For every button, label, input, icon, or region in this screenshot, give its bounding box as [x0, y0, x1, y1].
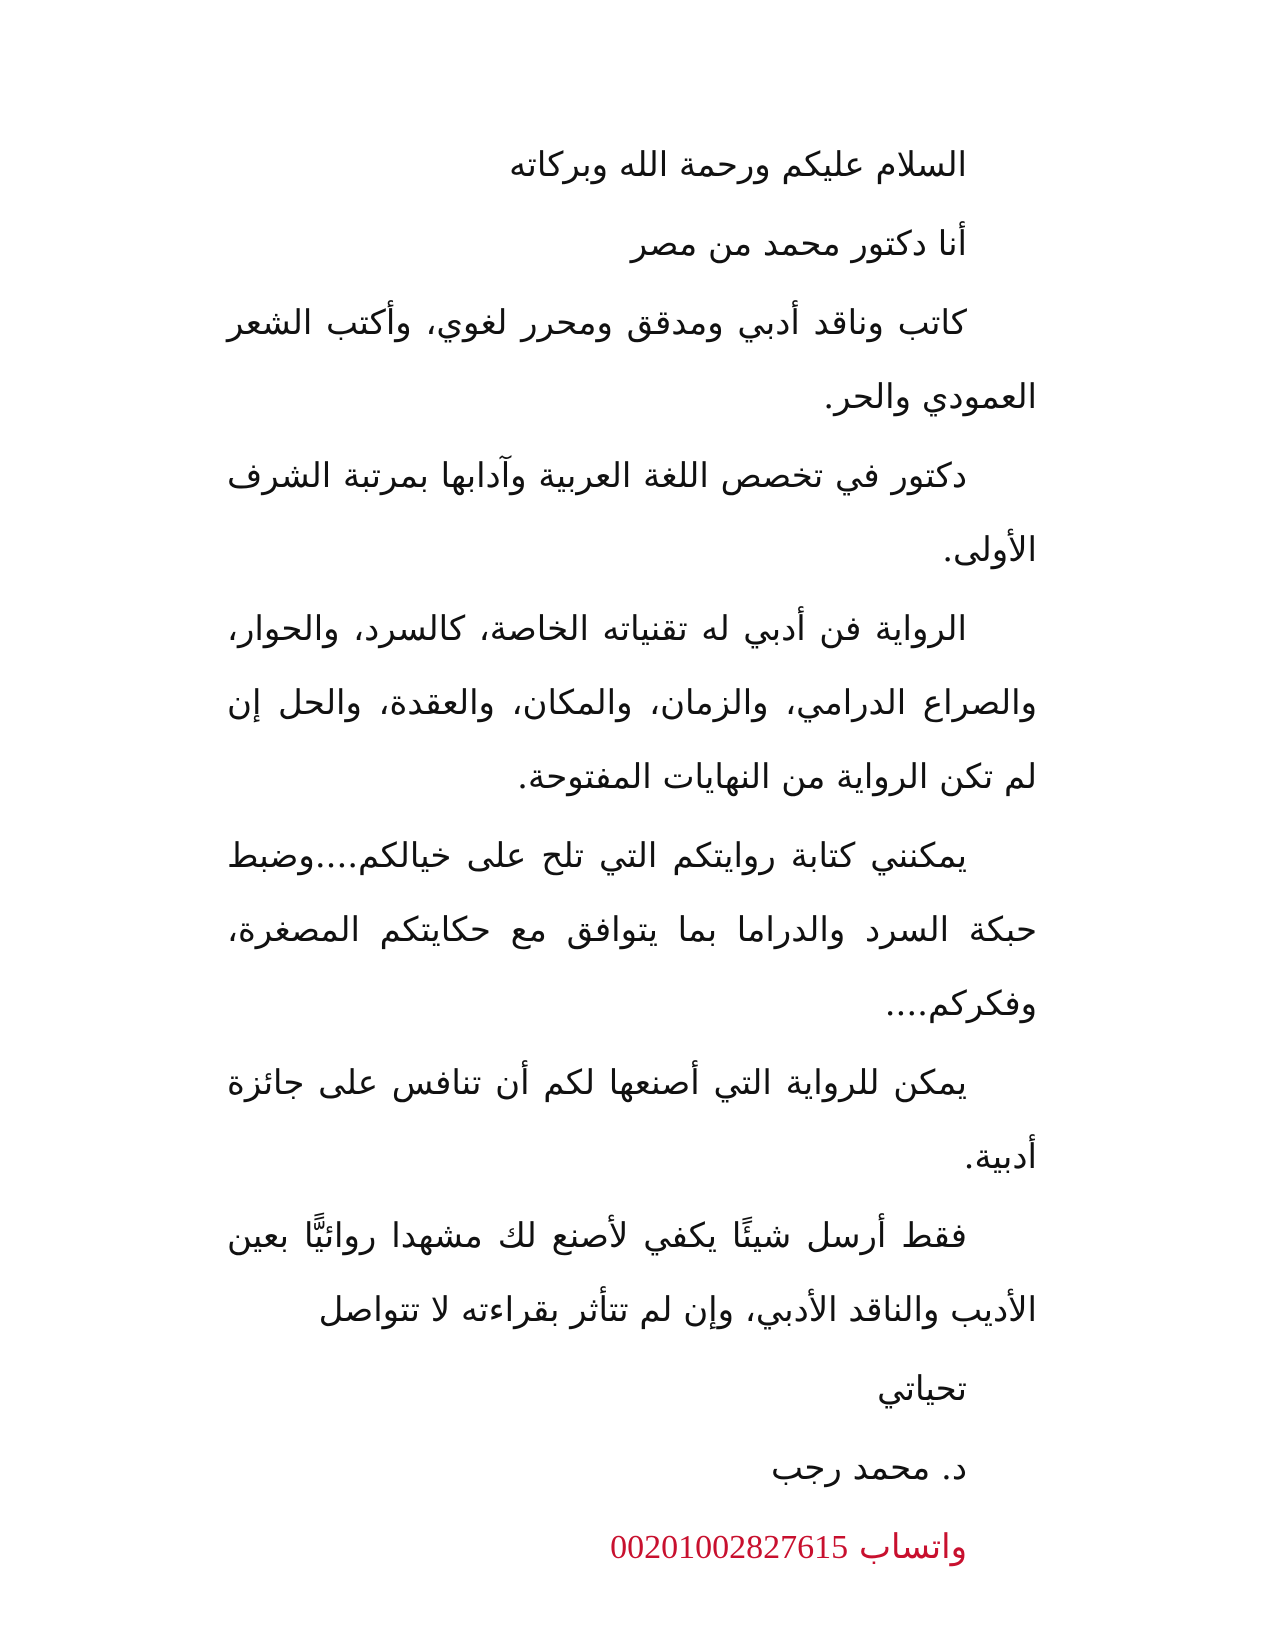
contact-label: واتساب [858, 1527, 967, 1567]
degree-paragraph: دكتور في تخصص اللغة العربية وآدابها بمرتبة الشرف الأولى. [227, 456, 1037, 570]
contact-number: 00201002827615 [610, 1529, 849, 1566]
call-to-action-paragraph: فقط أرسل شيئًا يكفي لأصنع لك مشهدا روائيًّا بعين الأديب والناقد الأدبي، وإن لم تتأثر بقراءته لا تتواصل [227, 1216, 1037, 1330]
offer-paragraph: يمكنني كتابة روايتكم التي تلح على خيالكم....وضبط حبكة السرد والدراما بما يتوافق مع حكايتكم المصغرة، وفكركم.... [227, 836, 1037, 1024]
award-paragraph: يمكن للرواية التي أصنعها لكم أن تنافس على جائزة أدبية. [227, 1063, 1037, 1177]
roles-paragraph: كاتب وناقد أدبي ومدقق ومحرر لغوي، وأكتب الشعر العمودي والحر. [227, 303, 1037, 417]
closing-line: تحياتي [877, 1369, 967, 1409]
signature-line: د. محمد رجب [770, 1448, 967, 1488]
intro-line: أنا دكتور محمد من مصر [630, 224, 967, 264]
contact-line [227, 1510, 1037, 1585]
letter-body [227, 128, 1037, 1590]
greeting-line: السلام عليكم ورحمة الله وبركاته [509, 145, 967, 185]
novel-elements-paragraph: الرواية فن أدبي له تقنياته الخاصة، كالسرد، والحوار، والصراع الدرامي، والزمان، والمكان، والعقدة، والحل إن لم تكن الرواية من النهايات المفتوحة. [227, 609, 1037, 797]
